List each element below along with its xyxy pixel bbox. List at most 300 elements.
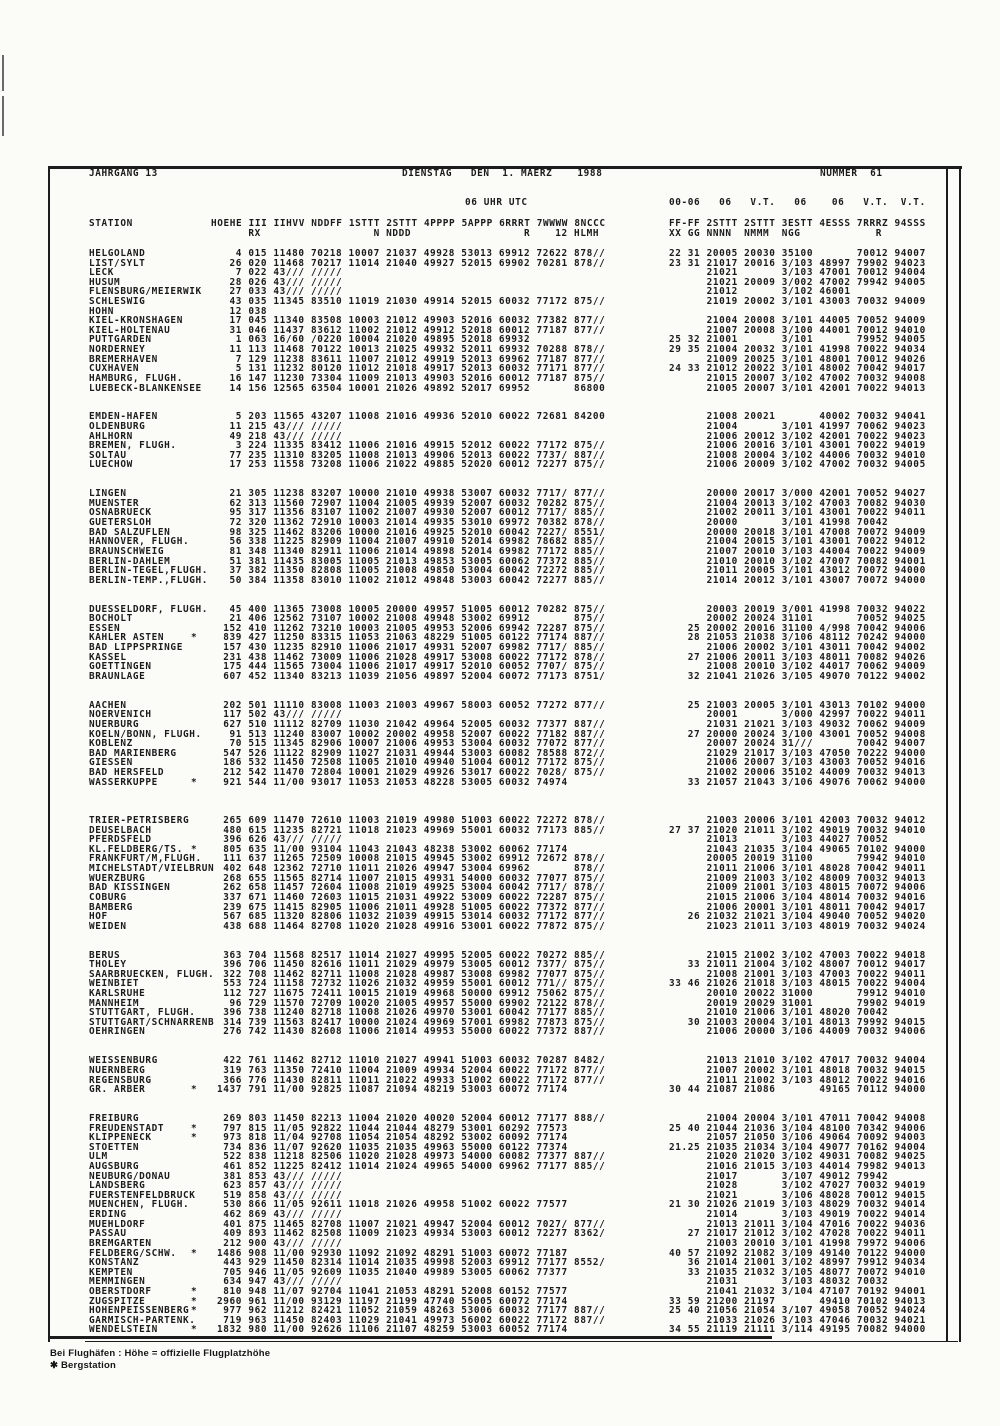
obs-06utc-values: 49 218 43/// ///// [217, 430, 343, 442]
obs-06utc-values: 21 305 11238 83207 10000 21010 49938 53007 60032 7717/ 877// [217, 488, 606, 500]
station-name: BERLIN-DAHLEM [89, 555, 171, 567]
obs-06utc-values: 91 513 11240 83007 10002 20002 49958 52007 60022 77182 887// [217, 728, 606, 740]
obs-forecast-values: 27 20000 20024 3/100 43001 70052 94008 [669, 728, 926, 740]
station-name: KOBLENZ [89, 738, 133, 750]
obs-06utc-values: 269 803 11450 82213 11004 21020 40020 52004 60012 77177 888// [217, 1112, 606, 1124]
station-name: BAD MARIENBERG [89, 747, 177, 759]
obs-forecast-values: 21005 20007 3/101 42001 70022 94013 [669, 382, 926, 394]
obs-forecast-values: 21013 21010 3/102 47017 70032 94004 [669, 1055, 926, 1067]
obs-forecast-values: 21004 20008 3/101 44005 70052 94009 [669, 315, 926, 327]
station-name: BOCHOLT [89, 613, 133, 625]
mountain-station-marker: * [191, 1132, 198, 1144]
obs-forecast-values: 21029 21017 3/103 47050 70222 94000 [669, 747, 926, 759]
utc-time-label: 06 UHR UTC [465, 197, 528, 208]
station-name: CUXHAVEN [89, 363, 140, 375]
station-name: LANDSBERG [89, 1180, 146, 1192]
obs-06utc-values: 314 739 11563 82417 10000 21024 49969 57001 69982 77873 875// [217, 1016, 606, 1028]
obs-06utc-values: 409 893 11462 82508 11009 21023 49934 53003 60012 72277 8362/ [217, 1228, 606, 1240]
obs-forecast-values: 33 21057 21043 3/106 49076 70062 94000 [669, 776, 926, 788]
obs-forecast-values: 20000 20018 3/101 47008 70072 94009 [669, 526, 926, 538]
obs-06utc-values: 553 724 11158 72732 11026 21032 49959 55001 60012 771// 875// [217, 978, 606, 990]
obs-forecast-values: 21006 20001 3/101 48011 70042 94017 [669, 901, 926, 913]
obs-06utc-values: 734 836 11/07 92620 11035 21035 49963 55000 60122 77374 [217, 1141, 568, 1153]
station-name: HOHN [89, 305, 115, 317]
obs-06utc-values: 43 035 11345 83510 11019 21030 49914 52015 60032 77172 875// [217, 296, 606, 308]
station-name: SOLTAU [89, 449, 127, 461]
obs-forecast-values: 21006 20012 3/102 42001 70022 94023 [669, 430, 926, 442]
obs-forecast-values: 21031 3/103 48032 70032 [669, 1276, 889, 1288]
obs-06utc-values: 202 501 11110 83008 11003 21003 49967 58003 60052 77272 877// [217, 699, 606, 711]
obs-forecast-values: 21006 20000 3/106 44009 70032 94006 [669, 1026, 926, 1038]
station-name: WUERZBURG [89, 872, 146, 884]
obs-06utc-values: 72 320 11362 72910 10003 21014 49935 53010 69972 70382 878// [217, 517, 606, 529]
obs-forecast-values: 21023 21011 3/103 48019 70032 94024 [669, 920, 926, 932]
obs-forecast-values: 21021 3/103 47001 70012 94004 [669, 267, 926, 279]
obs-06utc-values: 623 857 43/// ///// [217, 1180, 343, 1192]
obs-06utc-values: 422 761 11462 82712 11010 21027 49941 51003 60032 70287 8482/ [217, 1055, 606, 1067]
obs-06utc-values: 262 658 11457 72604 11008 21019 49925 53004 60042 7717/ 878// [217, 882, 606, 894]
station-name: DEUSELBACH [89, 824, 152, 836]
obs-06utc-values: 480 615 11235 82721 11018 21023 49969 55001 60032 77173 885// [217, 824, 606, 836]
station-name: HOF [89, 911, 108, 923]
station-name: NEUBURG/DONAU [89, 1170, 171, 1182]
obs-06utc-values: 77 235 11310 83205 11008 21013 49906 52013 60022 7737/ 887// [217, 449, 606, 461]
obs-forecast-values: 21004 20015 3/101 43001 70022 94012 [669, 536, 926, 548]
obs-forecast-values: 21004 20013 3/102 47003 70082 94030 [669, 497, 926, 509]
obs-06utc-values: 519 858 43/// ///// [217, 1189, 343, 1201]
obs-06utc-values: 401 875 11465 82708 11007 21021 49947 52004 60012 7027/ 877// [217, 1218, 606, 1230]
station-name: BRAUNLAGE [89, 670, 146, 682]
station-name: KARLSRUHE [89, 988, 146, 1000]
scan-artifact [2, 96, 4, 136]
obs-forecast-values: 33 46 21026 21018 3/103 48015 70022 94004 [669, 978, 926, 990]
obs-06utc-values: 265 609 11470 72610 11003 21019 49980 51003 60022 72272 878// [217, 815, 606, 827]
station-name: BAD LIPPSPRINGE [89, 642, 183, 654]
obs-06utc-values: 396 626 43/// ///// [217, 834, 343, 846]
station-row [89, 1085, 926, 1095]
station-name: LUECHOW [89, 459, 133, 471]
obs-06utc-values: 719 963 11450 82403 11029 21041 49973 56002 60022 77172 887// [217, 1314, 606, 1326]
obs-forecast-values: 21003 20006 3/101 42003 70032 94012 [669, 815, 926, 827]
station-name: EMDEN-HAFEN [89, 411, 158, 423]
group-spacer [89, 931, 99, 950]
obs-forecast-values: 20001 3/000 42997 70022 94011 [669, 709, 926, 721]
obs-forecast-values: 25 21003 20005 3/101 43013 70102 94000 [669, 699, 926, 711]
obs-06utc-values: 839 427 11250 83315 11053 21063 48229 51005 60122 77174 887// [217, 632, 606, 644]
obs-06utc-values: 627 510 11112 82709 11030 21042 49964 52005 60032 77377 887// [217, 718, 606, 730]
obs-forecast-values: 29 35 21004 20032 3/101 41998 70022 94034 [669, 344, 926, 356]
obs-forecast-values: 25 40 21056 21054 3/107 49058 70052 94024 [669, 1305, 926, 1317]
obs-06utc-values: 977 962 11212 82421 11052 21059 48263 53006 60032 77177 887// [217, 1305, 606, 1317]
issue-date: DIENSTAG DEN 1. MAERZ 1988 [402, 168, 603, 179]
station-name: FRANKFURT/M,FLUGH. [89, 853, 202, 865]
bottom-rule-thin [85, 1341, 958, 1342]
obs-06utc-values: 26 020 11468 70217 11014 21040 49927 52015 69902 70281 878// [217, 257, 606, 269]
mountain-station-marker: * [191, 1305, 198, 1317]
station-name: BAD SALZUFLEN [89, 526, 171, 538]
station-name: KL.FELDBERG/TS. [89, 843, 183, 855]
station-name: MUEHLDORF [89, 1218, 146, 1230]
station-name: SCHLESWIG [89, 296, 146, 308]
obs-forecast-values: 21013 3/103 44027 70052 [669, 834, 889, 846]
obs-06utc-values: 98 325 11462 83206 10000 21016 49925 52010 60042 7227/ 8551/ [217, 526, 606, 538]
obs-forecast-values: 33 59 21200 21197 49410 70102 94013 [669, 1295, 926, 1307]
mountain-station-marker: * [191, 776, 198, 788]
station-name: MUENCHEN, FLUGH. [89, 1199, 190, 1211]
station-name: BRAUNSCHWEIG [89, 545, 165, 557]
mountain-station-marker: * [191, 1122, 198, 1134]
obs-forecast-values: 21009 21001 3/103 48015 70072 94006 [669, 882, 926, 894]
obs-06utc-values: 186 532 11450 72508 11005 21010 49940 51004 60012 77172 875// [217, 757, 606, 769]
station-name: STUTTGART, FLUGH. [89, 1007, 196, 1019]
obs-forecast-values: 30 21003 20004 3/101 48013 79992 94015 [669, 1016, 926, 1028]
station-name: COBURG [89, 891, 127, 903]
obs-06utc-values: 31 046 11437 83612 11002 21012 49912 52018 60012 77187 877// [217, 324, 606, 336]
obs-06utc-values: 28 026 43/// ///// [217, 276, 343, 288]
obs-06utc-values: 1486 908 11/00 92930 11092 21092 48291 51003 60072 77187 [217, 1247, 568, 1259]
footnote-mountain-station: ✱ Bergstation [50, 1360, 116, 1371]
obs-06utc-values: 16 147 11230 73304 11009 21013 49903 52016 60012 77187 875// [217, 372, 606, 384]
station-name: KLIPPENECK [89, 1132, 152, 1144]
obs-forecast-values: 40 57 21092 21082 3/109 49140 70122 94000 [669, 1247, 926, 1259]
obs-forecast-values: 21006 20009 3/102 47002 70032 94005 [669, 459, 926, 471]
station-name: ZUGSPITZE [89, 1295, 146, 1307]
obs-forecast-values: 32 21041 21026 3/105 49070 70122 94002 [669, 670, 926, 682]
station-name: OEHRINGEN [89, 1026, 146, 1038]
station-name: REGENSBURG [89, 1074, 152, 1086]
station-name: WEISSENBURG [89, 1055, 158, 1067]
obs-06utc-values: 17 045 11340 83508 10003 21012 49903 52016 60032 77382 877// [217, 315, 606, 327]
station-name: MUENSTER [89, 497, 140, 509]
obs-06utc-values: 1832 980 11/00 92626 11106 21107 48259 53003 60052 77174 [217, 1324, 568, 1336]
obs-06utc-values: 112 727 11675 72411 10015 21019 49968 50000 69912 75062 875// [217, 988, 606, 1000]
obs-forecast-values: 21013 21011 3/104 47016 70022 94036 [669, 1218, 926, 1230]
obs-06utc-values: 396 706 11450 82616 11011 21029 49979 53005 60012 7377/ 875// [217, 959, 606, 971]
obs-06utc-values: 11 113 11468 70122 10013 21025 49932 52011 69932 70288 878// [217, 344, 606, 356]
station-name: KOELN/BONN, FLUGH. [89, 728, 202, 740]
obs-06utc-values: 530 866 11/05 92611 11018 21026 49958 51002 60022 77577 [217, 1199, 568, 1211]
obs-forecast-values: 21002 20011 3/101 43001 70022 94011 [669, 507, 926, 519]
station-name: GOETTINGEN [89, 661, 152, 673]
station-name: BREMERHAVEN [89, 353, 158, 365]
obs-forecast-values: 21006 20016 3/101 43001 70022 94019 [669, 440, 926, 452]
obs-06utc-values: 319 763 11350 72410 11004 21009 49934 52004 60022 77172 877// [217, 1064, 606, 1076]
group-spacer [89, 787, 99, 816]
obs-06utc-values: 56 338 11225 82909 11004 21007 49910 52014 69982 78682 885// [217, 536, 606, 548]
obs-forecast-values: 33 21011 21004 3/102 48007 70012 94017 [669, 959, 926, 971]
obs-06utc-values: 461 852 11225 82412 11014 21024 49965 54000 69962 77177 885// [217, 1161, 606, 1173]
station-name: BERLIN-TEMP.,FLUGH. [89, 574, 209, 586]
obs-06utc-values: 7 022 43/// ///// [217, 267, 343, 279]
station-name: MICHELSTADT/VIELBRUN [89, 863, 215, 875]
obs-forecast-values: 21021 3/106 48028 70012 94015 [669, 1189, 926, 1201]
right-time-labels: 00-06 06 V.T. 06 06 V.T. V.T. [669, 197, 926, 208]
obs-forecast-values: 21014 20012 3/101 43007 70072 94000 [669, 574, 926, 586]
station-name: AACHEN [89, 699, 127, 711]
station-name: WENDELSTEIN [89, 1324, 158, 1336]
obs-06utc-values: 381 853 43/// ///// [217, 1170, 343, 1182]
obs-06utc-values: 402 648 12362 72710 11011 21026 49947 53004 69962 878// [217, 863, 606, 875]
station-name: BAD HERSFELD [89, 766, 165, 778]
obs-forecast-values: 21012 3/102 46001 [669, 286, 851, 298]
obs-06utc-values: 212 542 11470 72804 10001 21029 49926 53017 60022 7028/ 875// [217, 766, 606, 778]
obs-forecast-values: 25 32 21001 3/101 79952 94005 [669, 334, 926, 346]
obs-forecast-values: 20000 3/101 41998 70042 [669, 517, 889, 529]
obs-06utc-values: 462 869 43/// ///// [217, 1209, 343, 1221]
station-name: KONSTANZ [89, 1257, 140, 1269]
obs-06utc-values: 363 704 11568 82517 11014 21027 49995 52005 60022 70272 885// [217, 949, 606, 961]
station-row [89, 1027, 926, 1037]
obs-06utc-values: 567 685 11320 82806 11032 21039 49915 53014 60032 77172 877// [217, 911, 606, 923]
station-name: BREMGARTEN [89, 1237, 152, 1249]
station-name: HUSUM [89, 276, 121, 288]
station-name: ERDING [89, 1209, 127, 1221]
obs-06utc-values: 37 382 11350 82808 11005 21008 49850 53004 60042 72272 885// [217, 565, 606, 577]
obs-06utc-values: 607 452 11340 83213 11039 21056 49897 52004 60072 77173 8751/ [217, 670, 606, 682]
obs-06utc-values: 443 929 11450 82314 11014 21035 49998 52003 69912 77177 8552/ [217, 1257, 606, 1269]
obs-forecast-values: 21015 20007 3/102 47002 70032 94008 [669, 372, 926, 384]
obs-forecast-values: 21008 21001 3/103 47003 70022 94011 [669, 968, 926, 980]
obs-06utc-values: 157 430 11235 82910 11006 21017 49931 52007 69982 7717/ 885// [217, 642, 606, 654]
obs-06utc-values: 634 947 43/// ///// [217, 1276, 343, 1288]
obs-06utc-values: 81 348 11340 82911 11006 21014 49898 52014 69982 77172 885// [217, 545, 606, 557]
left-columns-subheader: RX N NDDD R 12 HLMH [217, 227, 600, 239]
obs-06utc-values: 51 381 11435 83005 11005 21013 49853 53005 60062 77372 885// [217, 555, 606, 567]
obs-forecast-values: 20005 20019 31100 79942 94010 [669, 853, 926, 865]
station-name: KIEL-KRONSHAGEN [89, 315, 183, 327]
obs-06utc-values: 805 635 11/00 93104 11043 21043 48238 53002 60062 77174 [217, 843, 568, 855]
obs-forecast-values: 21016 21015 3/103 44014 79982 94013 [669, 1161, 926, 1173]
obs-06utc-values: 95 317 11356 83107 11002 21007 49930 52007 60012 7717/ 885// [217, 507, 606, 519]
station-row [89, 297, 926, 307]
station-name: FREIBURG [89, 1112, 140, 1124]
mountain-station-marker: * [191, 1295, 198, 1307]
obs-forecast-values: 21.25 21035 21034 3/104 49077 70162 94004 [669, 1141, 926, 1153]
obs-06utc-values: 438 688 11464 82708 11020 21028 49916 53001 60022 77872 875// [217, 920, 606, 932]
station-row [89, 672, 926, 682]
obs-forecast-values: 25 40 21044 21036 3/104 48100 70342 94006 [669, 1122, 926, 1134]
station-name: AHLHORN [89, 430, 133, 442]
station-name: GIESSEN [89, 757, 133, 769]
obs-06utc-values: 239 675 11415 82905 11006 21011 49928 51005 60022 77372 877// [217, 901, 606, 913]
station-name: GR. ARBER [89, 1084, 146, 1096]
station-name: AUGSBURG [89, 1161, 140, 1173]
right-columns-subheader: XX GG NNNN NMMM NGG R [669, 227, 882, 239]
obs-06utc-values: 27 033 43/// ///// [217, 286, 343, 298]
station-name: NORDERNEY [89, 344, 146, 356]
obs-forecast-values: 21017 3/107 49012 79942 [669, 1170, 889, 1182]
station-name: WEINBIET [89, 978, 140, 990]
obs-forecast-values: 27 21017 21012 3/102 47028 70022 94011 [669, 1228, 926, 1240]
station-row [89, 384, 926, 394]
obs-06utc-values: 17 253 11558 73208 11006 21022 49885 52020 60012 72277 875// [217, 459, 606, 471]
station-row [89, 460, 926, 470]
obs-forecast-values: 21043 21035 3/104 49065 70102 94000 [669, 843, 926, 855]
obs-06utc-values: 50 384 11358 83010 11002 21012 49848 53003 60042 72277 885// [217, 574, 606, 586]
station-name: BREMEN, FLUGH. [89, 440, 177, 452]
station-name: LIST/SYLT [89, 257, 146, 269]
station-name: PASSAU [89, 1228, 127, 1240]
obs-forecast-values: 36 21014 21001 3/102 48997 79912 94034 [669, 1257, 926, 1269]
obs-forecast-values: 23 31 21017 20016 3/103 48997 79902 94023 [669, 257, 926, 269]
obs-06utc-values: 705 946 11/05 92609 11035 21040 49989 53005 60062 77377 [217, 1266, 568, 1278]
obs-forecast-values: 21011 21002 3/103 48012 70022 94016 [669, 1074, 926, 1086]
station-name: STUTTGART/SCHNARRENB [89, 1016, 215, 1028]
obs-forecast-values: 33 21035 21032 3/105 48077 70072 94010 [669, 1266, 926, 1278]
right-rule-outer [959, 166, 961, 1342]
scan-artifact [2, 55, 4, 91]
right-columns-header: FF-FF 2STTT 2STTT 3ESTT 4ESSS 7RRRZ 94SSS [669, 218, 926, 229]
obs-06utc-values: 797 815 11/05 92822 11044 21044 48279 53001 60292 77573 [217, 1122, 568, 1134]
station-row [89, 576, 926, 586]
obs-06utc-values: 1437 791 11/00 92825 11087 21094 48219 53003 60072 77174 [217, 1084, 568, 1096]
station-name: OLDENBURG [89, 420, 146, 432]
station-name: FREUDENSTADT [89, 1122, 165, 1134]
obs-forecast-values: 25 20002 20016 31100 4/998 70042 94006 [669, 622, 926, 634]
obs-06utc-values: 5 203 11565 43207 11008 21016 49936 52010 60022 72681 84200 [217, 411, 606, 423]
obs-06utc-values: 175 444 11565 73004 11006 21017 49917 52010 60052 7707/ 875// [217, 661, 606, 673]
mountain-station-marker: * [191, 843, 198, 855]
mountain-station-marker: * [191, 632, 198, 644]
obs-forecast-values: 20007 20024 31/// 70042 94007 [669, 738, 926, 750]
obs-forecast-values: 21004 20004 3/101 47011 70042 94008 [669, 1112, 926, 1124]
station-name: LUEBECK-BLANKENSEE [89, 382, 202, 394]
obs-06utc-values: 522 838 11218 82506 11020 21028 49973 54000 60082 77377 887// [217, 1151, 606, 1163]
station-name: OBERSTDORF [89, 1285, 152, 1297]
group-spacer [89, 393, 99, 412]
station-name: MANNHEIM [89, 997, 140, 1009]
obs-forecast-values: 34 55 21119 21111 3/114 49195 70082 94000 [669, 1324, 926, 1336]
station-name: GARMISCH-PARTENK. [89, 1314, 196, 1326]
station-name: HAMBURG, FLUGH. [89, 372, 183, 384]
station-name: FLENSBURG/MEIERWIK [89, 286, 202, 298]
obs-forecast-values: 21011 21006 3/101 48028 70042 94011 [669, 863, 926, 875]
group-spacer [89, 1095, 99, 1114]
obs-06utc-values: 62 313 11560 72907 11004 21005 49939 52007 60032 70282 875// [217, 497, 606, 509]
station-name: SAARBRUECKEN, FLUGH. [89, 968, 215, 980]
obs-forecast-values: 21031 21021 3/103 49032 70062 94009 [669, 718, 926, 730]
station-table [89, 249, 926, 1335]
station-name: BERUS [89, 949, 121, 961]
obs-forecast-values: 20000 20017 3/000 42001 70052 94027 [669, 488, 926, 500]
obs-forecast-values: 21033 21026 3/103 47046 70032 94021 [669, 1314, 926, 1326]
obs-forecast-values: 21003 20010 3/101 41998 79972 94006 [669, 1237, 926, 1249]
station-name: WASSERKUPPE [89, 776, 158, 788]
obs-forecast-values: 21010 21006 3/101 48020 70042 [669, 1007, 889, 1019]
station-name: BERLIN-TEGEL,FLUGH. [89, 565, 209, 577]
obs-forecast-values: 30 44 21087 21086 49165 70112 94000 [669, 1084, 926, 1096]
station-name: TRIER-PETRISBERG [89, 815, 190, 827]
station-name: NUERNBERG [89, 1064, 146, 1076]
group-spacer [89, 470, 99, 489]
station-name: PFERDSFELD [89, 834, 152, 846]
obs-06utc-values: 7 129 11238 83611 11007 21012 49919 52013 69962 77187 877// [217, 353, 606, 365]
station-row [89, 1325, 926, 1335]
obs-forecast-values: 21004 3/101 41997 70062 94023 [669, 420, 926, 432]
group-spacer [89, 585, 99, 604]
station-name: ULM [89, 1151, 108, 1163]
station-name: MEMMINGEN [89, 1276, 146, 1288]
left-rule [48, 166, 50, 1342]
station-name: BAD KISSINGEN [89, 882, 171, 894]
obs-06utc-values: 973 818 11/04 92708 11054 21054 48292 53002 60092 77174 [217, 1132, 568, 1144]
station-name: HANNOVER, FLUGH. [89, 536, 190, 548]
station-name: DUESSELDORF, FLUGH. [89, 603, 209, 615]
obs-forecast-values: 21008 20010 3/102 44017 70062 94009 [669, 661, 926, 673]
station-name: KIEL-HOLTENAU [89, 324, 171, 336]
group-spacer [89, 681, 99, 700]
obs-06utc-values: 111 637 11265 72509 10008 21015 49945 53002 69912 72672 878// [217, 853, 606, 865]
obs-forecast-values: 26 21032 21021 3/104 49040 70052 94020 [669, 911, 926, 923]
obs-forecast-values: 20010 20022 31000 79912 94010 [669, 988, 926, 1000]
obs-forecast-values: 21006 20007 3/103 43003 70052 94016 [669, 757, 926, 769]
station-name: ESSEN [89, 622, 121, 634]
obs-06utc-values: 268 655 11565 82714 11007 21015 49931 54000 60032 77077 875// [217, 872, 606, 884]
obs-06utc-values: 212 900 43/// ///// [217, 1237, 343, 1249]
obs-forecast-values: 21011 20005 3/101 43012 70072 94000 [669, 565, 926, 577]
obs-forecast-values: 21041 21032 3/104 47107 70192 94001 [669, 1285, 926, 1297]
obs-forecast-values: 27 37 21020 21011 3/102 49019 70032 94010 [669, 824, 926, 836]
obs-forecast-values: 22 31 20005 20030 35100 70012 94007 [669, 248, 926, 259]
obs-06utc-values: 152 410 11262 73210 10003 21005 49953 52006 69942 72287 875// [217, 622, 606, 634]
issue-number: NUMMER 61 [820, 168, 883, 179]
station-row [89, 922, 926, 932]
station-name: KEMPTEN [89, 1266, 133, 1278]
obs-forecast-values: 21028 3/102 47027 70032 94019 [669, 1180, 926, 1192]
station-name: NUERBURG [89, 718, 140, 730]
obs-06utc-values: 11 215 43/// ///// [217, 420, 343, 432]
obs-06utc-values: 231 438 11462 73009 11006 21028 49917 53008 60022 77172 878// [217, 651, 606, 663]
mountain-station-marker: * [191, 1084, 198, 1096]
station-name: LINGEN [89, 488, 127, 500]
obs-06utc-values: 3 224 11335 83412 11006 21016 49915 52012 60022 77172 875// [217, 440, 606, 452]
station-name: FELDBERG/SCHW. [89, 1247, 177, 1259]
obs-06utc-values: 921 544 11/00 93017 11053 21053 48228 53005 60032 74974 [217, 776, 568, 788]
obs-forecast-values: 21007 20002 3/101 48018 70032 94015 [669, 1064, 926, 1076]
station-name: STOETTEN [89, 1141, 140, 1153]
mountain-station-marker: * [191, 1247, 198, 1259]
obs-06utc-values: 45 400 11365 73008 10005 20000 49957 51005 60012 70282 875// [217, 603, 606, 615]
station-name: THOLEY [89, 959, 127, 971]
obs-06utc-values: 276 742 11430 82608 11006 21014 49953 55000 60022 77372 887// [217, 1026, 606, 1038]
obs-forecast-values: 21 30 21026 21019 3/103 48029 70032 94014 [669, 1199, 926, 1211]
footnote-airport-height: Bei Flughäfen : Höhe = offizielle Flugplatzhöhe [50, 1348, 271, 1359]
obs-06utc-values: 96 729 11570 72709 10020 21005 49957 55000 69902 72122 878// [217, 997, 606, 1009]
obs-forecast-values: 21019 20002 3/101 43003 70032 94009 [669, 296, 926, 308]
right-rule-inner [946, 166, 948, 1342]
obs-06utc-values: 810 948 11/07 92704 11041 21053 48291 52008 60152 77577 [217, 1285, 568, 1297]
mountain-station-marker: * [191, 1285, 198, 1297]
obs-forecast-values: 21015 21006 3/104 48014 70032 94016 [669, 891, 926, 903]
obs-06utc-values: 2960 961 11/00 93129 11197 21199 47740 55005 60072 77174 [217, 1295, 568, 1307]
obs-06utc-values: 4 015 11480 70218 10007 21037 49928 53013 69912 72622 878// [217, 248, 606, 259]
station-name: PUTTGARDEN [89, 334, 152, 346]
obs-forecast-values: 21008 20004 3/102 44006 70032 94010 [669, 449, 926, 461]
obs-forecast-values: 21007 20008 3/100 44001 70012 94010 [669, 324, 926, 336]
obs-forecast-values: 21020 21020 3/102 49031 70082 94025 [669, 1151, 926, 1163]
station-name: FUERSTENFELDBRUCK [89, 1189, 196, 1201]
obs-06utc-values: 322 708 11462 82711 11008 21028 49987 53008 69982 77077 875// [217, 968, 606, 980]
obs-06utc-values: 396 738 11240 82718 11008 21026 49970 53001 60042 77177 885// [217, 1007, 606, 1019]
bottom-rule [48, 1336, 772, 1339]
obs-forecast-values: 20019 20029 31001 79902 94019 [669, 997, 926, 1009]
mountain-station-marker: * [191, 1324, 198, 1336]
station-row [89, 778, 926, 788]
obs-06utc-values: 337 671 11460 72603 11015 21031 49922 53009 60022 72287 875// [217, 891, 606, 903]
obs-06utc-values: 5 131 11232 80120 11012 21018 49917 52013 60032 77171 877// [217, 363, 606, 375]
obs-forecast-values: 21057 21050 3/106 49064 70092 94003 [669, 1132, 926, 1144]
obs-forecast-values: 28 21053 21038 3/106 48112 70242 94000 [669, 632, 926, 644]
